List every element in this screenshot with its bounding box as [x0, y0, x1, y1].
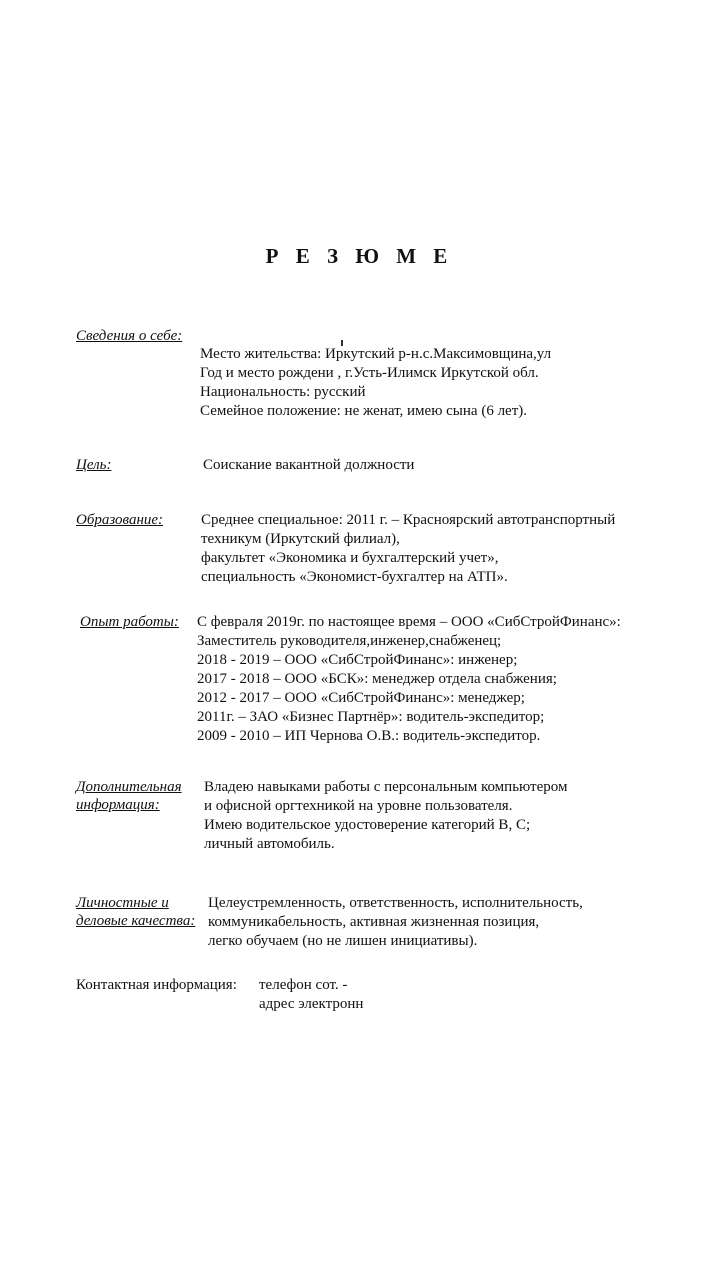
additional-label-line: информация:	[76, 797, 160, 813]
goal-line: Соискание вакантной должности	[203, 457, 415, 473]
additional-line: Имею водительское удостоверение категорий В, С;	[204, 817, 531, 833]
contacts-line: телефон сот. -	[259, 977, 348, 993]
education-line: факультет «Экономика и бухгалтерский учет»,	[201, 550, 499, 566]
section-goal	[203, 456, 414, 475]
personal-label-line: деловые качества:	[76, 913, 196, 929]
education-line: техникум (Иркутский филиал),	[201, 531, 400, 547]
education-line: специальность «Экономист-бухгалтер на АТП».	[201, 569, 508, 585]
additional-label-line: Дополнительная	[76, 779, 182, 795]
experience-line: 2012 - 2017 – ООО «СибСтройФинанс»: менеджер;	[197, 690, 525, 706]
section-label-education: Образование:	[76, 512, 164, 528]
experience-line: 2009 - 2010 – ИП Чернова О.В.: водитель-экспедитор.	[197, 728, 541, 744]
section-label-goal: Цель:	[76, 457, 112, 473]
personal-line: Целеустремленность, ответственность, исполнительность,	[208, 895, 583, 911]
experience-line: Заместитель руководителя,инженер,снабженец;	[197, 633, 502, 649]
section-personal	[208, 894, 583, 951]
education-line: Среднее специальное: 2011 г. – Красноярский автотранспортный	[201, 512, 616, 528]
section-label-experience: Опыт работы:	[80, 614, 179, 630]
section-label-personal	[76, 894, 195, 930]
experience-line: С февраля 2019г. по настоящее время – ООО «СибСтройФинанс»:	[197, 614, 621, 630]
about-line: Место жительства: Иркутский р-н.с.Максимовщина,ул	[200, 346, 552, 362]
experience-line: 2018 - 2019 – ООО «СибСтройФинанс»: инженер;	[197, 652, 518, 668]
experience-line: 2011г. – ЗАО «Бизнес Партнёр»: водитель-экспедитор;	[197, 709, 545, 725]
additional-line: и офисной оргтехникой на уровне пользователя.	[204, 798, 513, 814]
about-line: Национальность: русский	[200, 384, 366, 400]
contacts-line: адрес электронн	[259, 996, 364, 1012]
about-line: Год и место рождени , г.Усть-Илимск Иркутской обл.	[200, 365, 539, 381]
personal-line: коммуникабельность, активная жизненная позиция,	[208, 914, 540, 930]
additional-line: личный автомобиль.	[204, 836, 335, 852]
section-additional	[204, 778, 567, 854]
section-contacts	[259, 976, 363, 1014]
personal-label-line: Личностные и	[76, 895, 169, 911]
additional-line: Владею навыками работы с персональным компьютером	[204, 779, 568, 795]
personal-line: легко обучаем (но не лишен инициативы).	[208, 933, 478, 949]
section-education	[201, 511, 615, 587]
about-line: Семейное положение: не женат, имею сына (6 лет).	[200, 403, 528, 419]
page-title: Р Е З Ю М Е	[265, 244, 454, 268]
section-experience	[197, 613, 621, 746]
experience-line: 2017 - 2018 – ООО «БСК»: менеджер отдела снабжения;	[197, 671, 557, 687]
section-label-additional	[76, 778, 182, 814]
section-label-contacts: Контактная информация:	[76, 977, 237, 993]
section-label-about: Сведения о себе:	[76, 328, 183, 344]
section-about	[200, 345, 551, 421]
